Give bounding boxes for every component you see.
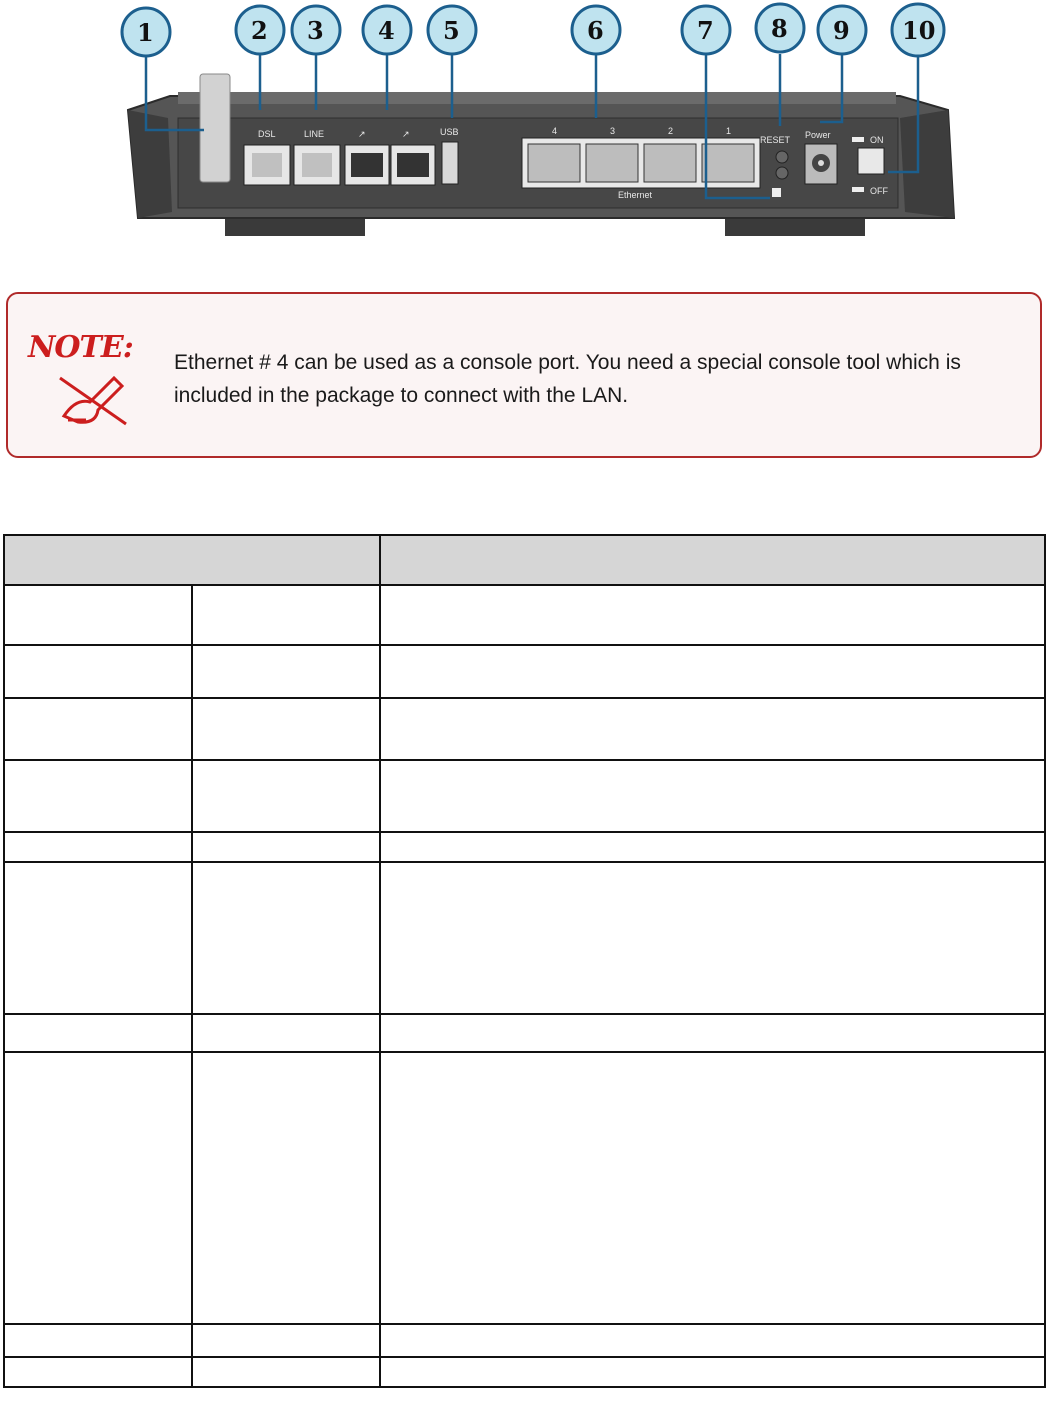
callout-7 (682, 6, 730, 54)
ethernet-port-3 (586, 144, 638, 182)
usb-label: USB (440, 127, 459, 137)
row-desc-cell (380, 832, 1045, 862)
row-name-cell (192, 698, 380, 760)
row-name-cell (192, 832, 380, 862)
wps-button (776, 167, 788, 179)
svg-text:4: 4 (378, 16, 395, 45)
power-label: Power (805, 130, 831, 140)
note-box (6, 292, 1042, 458)
line-label: LINE (304, 129, 325, 139)
svg-text:6: 6 (587, 16, 604, 45)
eth4-label: 4 (552, 126, 558, 136)
table-row (4, 1324, 1045, 1357)
svg-text:2: 2 (251, 16, 268, 45)
note-text-line-1: Ethernet # 4 can be used as a console port. You need a special console tool which is (174, 351, 961, 374)
row-name-cell (192, 1014, 380, 1052)
header-cell-description (380, 535, 1045, 585)
eth2-label: 2 (668, 126, 674, 136)
callout-1 (122, 8, 170, 56)
callout-2 (236, 6, 284, 54)
callout-9 (818, 6, 866, 54)
ethernet-port-1 (702, 144, 754, 182)
row-desc-cell (380, 862, 1045, 1014)
eth1-label: 1 (726, 126, 732, 136)
usb-port (442, 142, 458, 184)
row-name-cell (192, 1052, 380, 1324)
row-desc-cell (380, 585, 1045, 645)
router-top-ridge (178, 92, 896, 104)
row-desc-cell (380, 1357, 1045, 1387)
row-num-cell (4, 1357, 192, 1387)
off-icon (852, 187, 864, 192)
row-num-cell (4, 645, 192, 698)
callout-10 (892, 4, 944, 56)
reset-button (776, 151, 788, 163)
svg-text:10: 10 (902, 16, 936, 45)
row-name-cell (192, 862, 380, 1014)
phone-icon-2: ↗ (402, 129, 410, 139)
port-description-table (3, 534, 1046, 1388)
callout-8 (756, 4, 804, 52)
table-row (4, 1014, 1045, 1052)
ethernet-port-4 (528, 144, 580, 182)
table-row (4, 1052, 1045, 1324)
row-num-cell (4, 1324, 192, 1357)
note-title: NOTE: (28, 330, 133, 365)
svg-text:5: 5 (443, 16, 460, 45)
dsl-label: DSL (258, 129, 276, 139)
row-num-cell (4, 698, 192, 760)
row-num-cell (4, 585, 192, 645)
note-text (174, 346, 1034, 412)
row-desc-cell (380, 1052, 1045, 1324)
row-name-cell (192, 645, 380, 698)
callout-3 (292, 6, 340, 54)
router-rear-panel-figure (0, 0, 1049, 260)
row-desc-cell (380, 698, 1045, 760)
antenna (200, 74, 230, 182)
phone-icon-1: ↗ (358, 129, 366, 139)
row-name-cell (192, 585, 380, 645)
row-num-cell (4, 1052, 192, 1324)
row-desc-cell (380, 645, 1045, 698)
table-row (4, 645, 1045, 698)
router-side-right (900, 110, 954, 218)
callout-4 (363, 6, 411, 54)
on-label: ON (870, 135, 884, 145)
table-row (4, 862, 1045, 1014)
row-name-cell (192, 1324, 380, 1357)
row-name-cell (192, 1357, 380, 1387)
lock-icon (772, 188, 781, 197)
power-switch (858, 148, 884, 174)
table-row (4, 1357, 1045, 1387)
pencil-hand-icon (56, 368, 136, 428)
row-num-cell (4, 760, 192, 832)
callout-6 (572, 6, 620, 54)
reset-label: RESET (760, 135, 791, 145)
header-cell-port (4, 535, 380, 585)
callout-5 (428, 6, 476, 54)
svg-text:3: 3 (307, 16, 324, 45)
ethernet-port-2 (644, 144, 696, 182)
ethernet-label: Ethernet (618, 190, 653, 200)
table-header-row (4, 535, 1045, 585)
svg-text:1: 1 (137, 18, 154, 47)
table-row (4, 832, 1045, 862)
off-label: OFF (870, 186, 888, 196)
svg-text:9: 9 (833, 16, 850, 45)
row-name-cell (192, 760, 380, 832)
table-row (4, 585, 1045, 645)
row-desc-cell (380, 1324, 1045, 1357)
row-desc-cell (380, 760, 1045, 832)
on-icon (852, 137, 864, 142)
eth3-label: 3 (610, 126, 616, 136)
row-desc-cell (380, 1014, 1045, 1052)
note-text-line-2: included in the package to connect with the LAN. (174, 384, 629, 407)
row-num-cell (4, 1014, 192, 1052)
table-row (4, 698, 1045, 760)
router-side-left (128, 110, 172, 218)
row-num-cell (4, 832, 192, 862)
svg-text:8: 8 (771, 14, 788, 43)
svg-text:7: 7 (697, 16, 714, 45)
row-num-cell (4, 862, 192, 1014)
table-row (4, 760, 1045, 832)
